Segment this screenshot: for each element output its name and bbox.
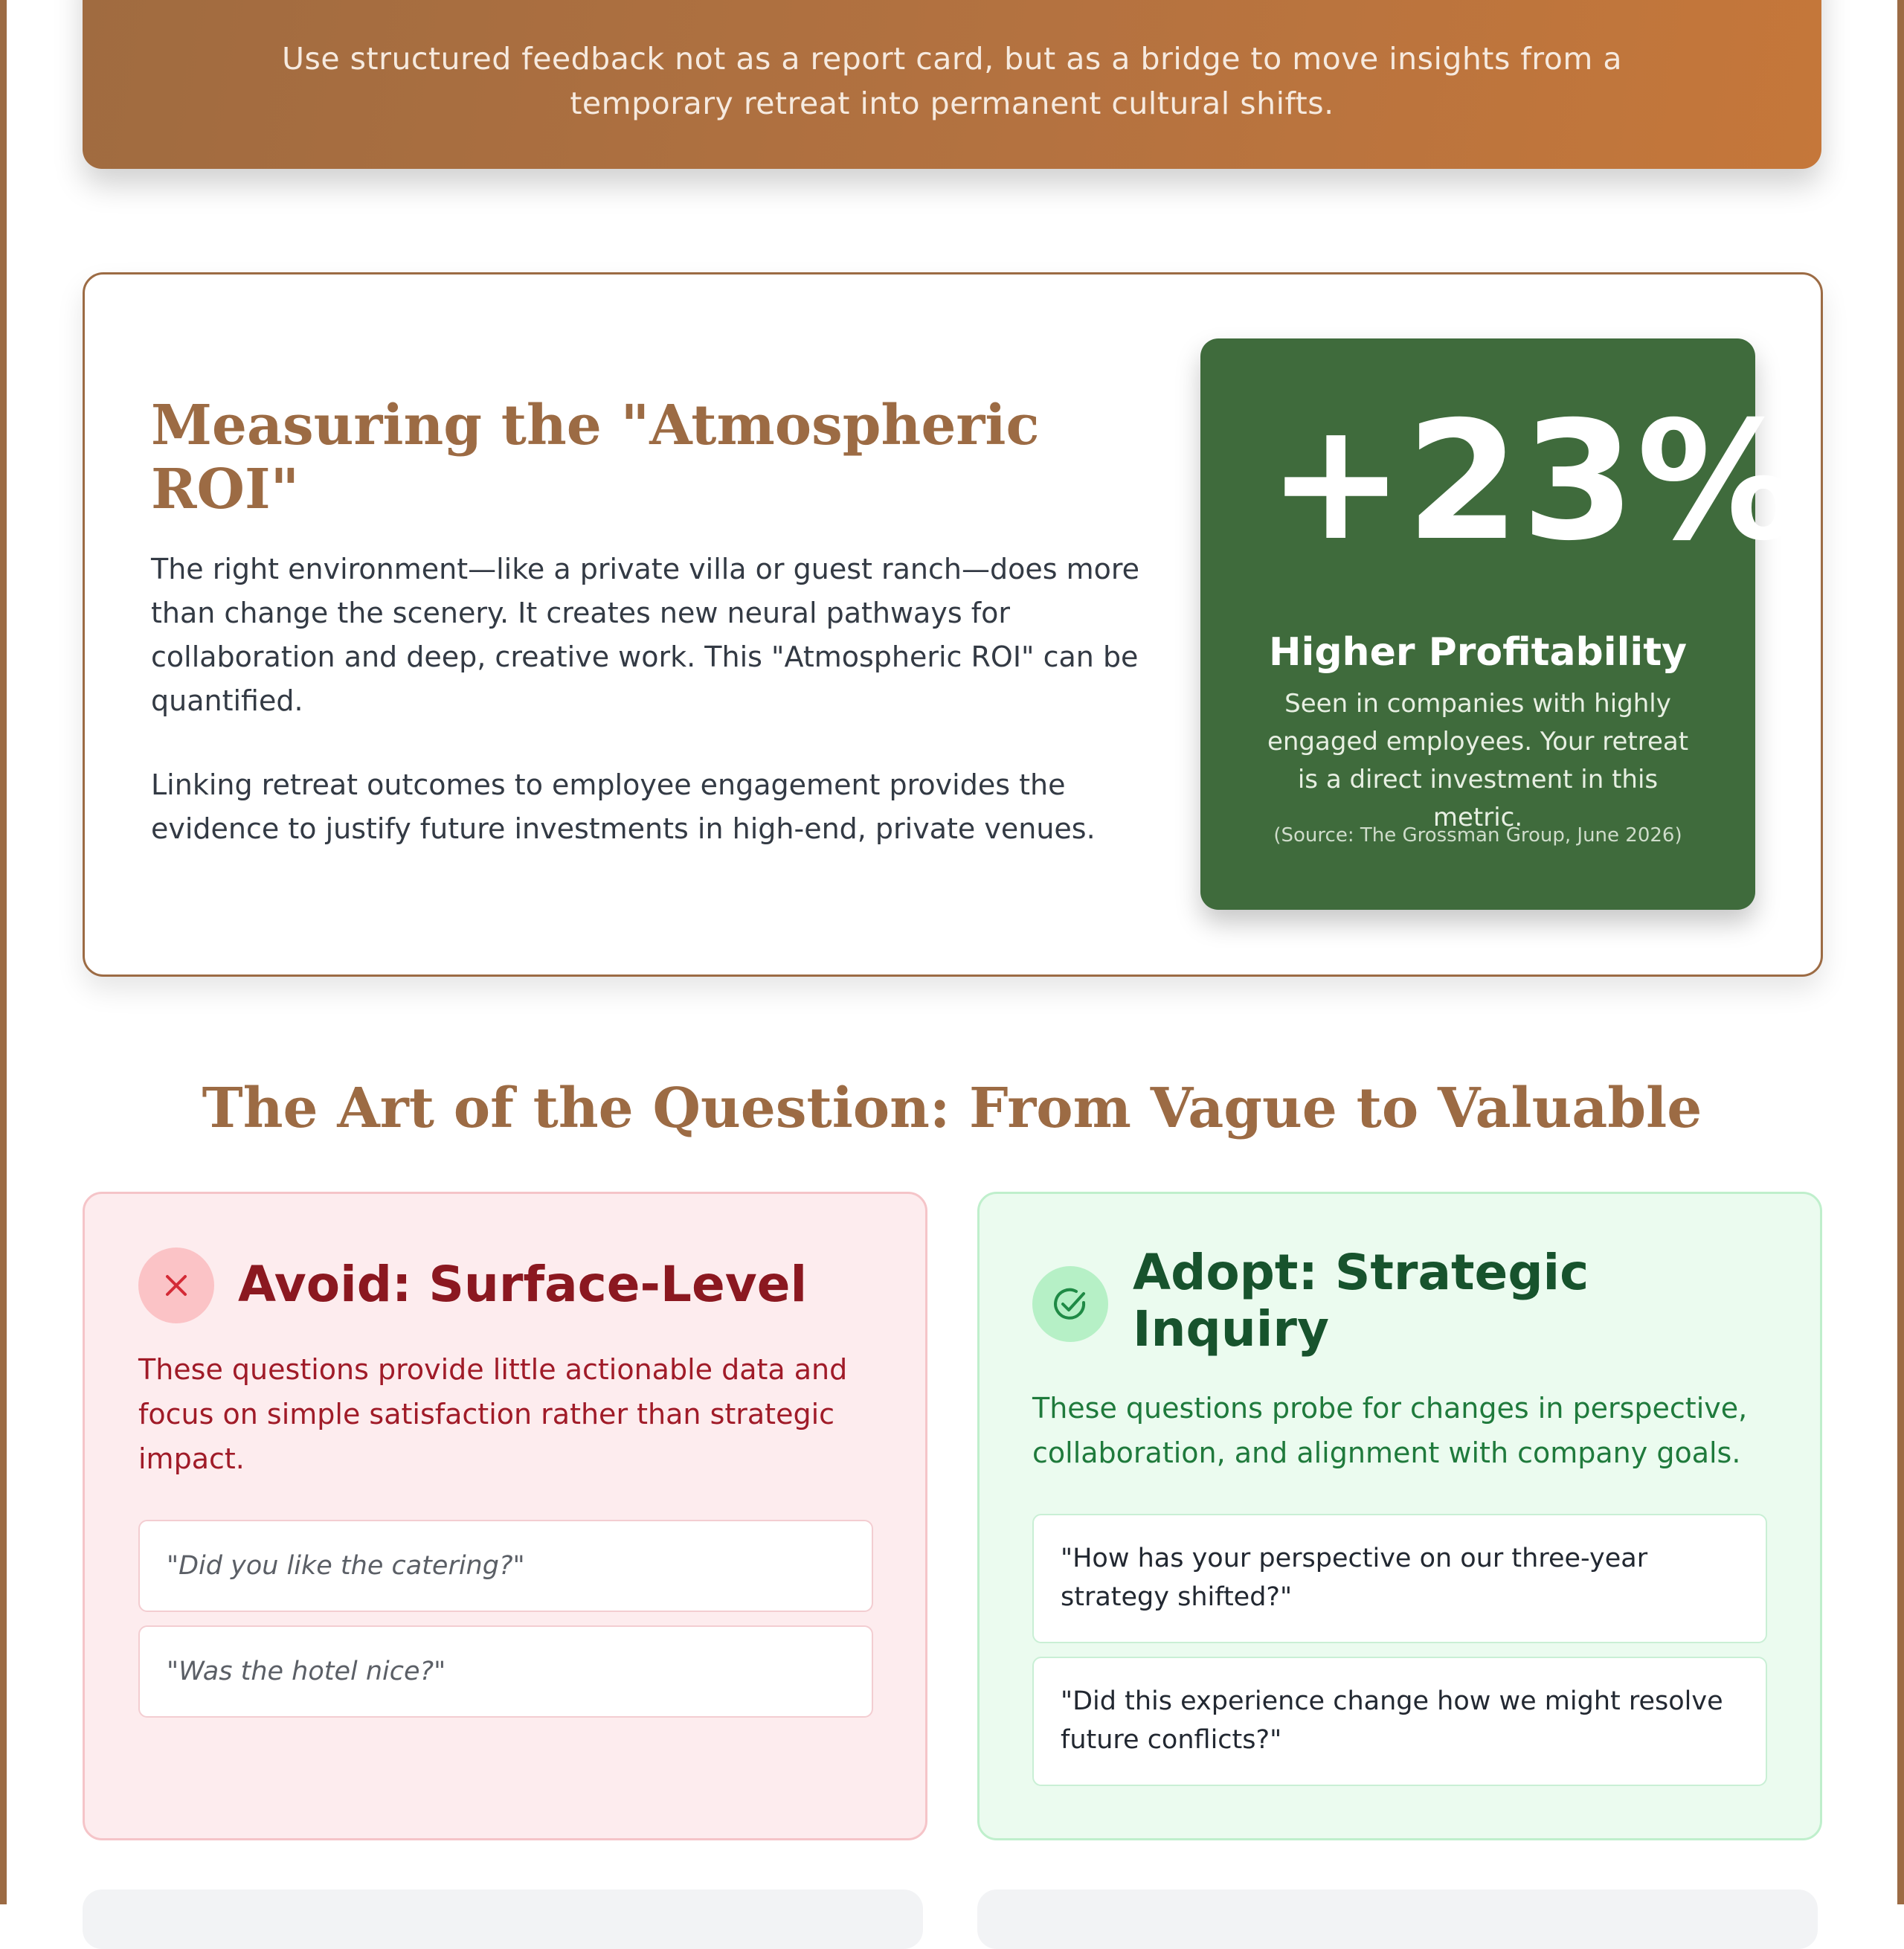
avoid-card [83, 1192, 927, 1840]
atmospheric-roi-card [83, 272, 1823, 977]
next-card-left [83, 1889, 923, 1949]
adopt-card [977, 1192, 1822, 1840]
stat-value: +23% [1267, 386, 1802, 577]
avoid-question-list [138, 1520, 873, 1731]
roi-paragraph-1: The right environment—like a private villa or guest ranch—does more than change the scenery. It creates new neural pathways for collaboration and deep, creative work. This "Atmospheric ROI" can be quantified. [151, 553, 1140, 717]
page-frame-left [0, 0, 7, 1904]
avoid-title: Avoid: Surface-Level [238, 1256, 808, 1313]
hero-banner [83, 0, 1821, 169]
stat-label: Higher Profitability [1268, 630, 1688, 675]
adopt-description: These questions probe for changes in perspective, collaboration, and alignment with company goals. [1032, 1392, 1748, 1469]
roi-title: Measuring the "Atmospheric ROI" [151, 394, 1040, 521]
check-circle-icon [1032, 1266, 1108, 1342]
page-frame-right [1897, 0, 1904, 1904]
avoid-question: "Was the hotel nice?" [138, 1625, 873, 1718]
next-card-right [977, 1889, 1818, 1949]
hero-text: Use structured feedback not as a report card, but as a bridge to move insights from a temporary retreat into permanent cultural shifts. [282, 41, 1622, 121]
stat-source: (Source: The Grossman Group, June 2026) [1273, 824, 1682, 847]
stat-description-line: metric. [1432, 803, 1523, 832]
section-title: The Art of the Question: From Vague to Valuable [202, 1076, 1702, 1140]
profitability-stat-card [1200, 338, 1802, 910]
roi-paragraph-2: Linking retreat outcomes to employee engagement provides the evidence to justify future investments in high-end, private venues. [151, 768, 1096, 845]
stat-description [1260, 645, 1696, 837]
avoid-description: These questions provide little actionable data and focus on simple satisfaction rather than strategic impact. [138, 1353, 848, 1475]
x-icon [138, 1248, 214, 1323]
adopt-question: "Did this experience change how we might resolve future conflicts?" [1032, 1657, 1767, 1786]
stat-description-line: Seen in companies with highly [1284, 689, 1671, 719]
adopt-question: "How has your perspective on our three-year strategy shifted?" [1032, 1514, 1767, 1643]
stat-description-line: is a direct investment in this [1297, 765, 1659, 794]
stat-description-line: engaged employees. Your retreat [1267, 727, 1689, 757]
adopt-question-list [1032, 1514, 1767, 1799]
adopt-title: Adopt: Strategic Inquiry [1133, 1244, 1589, 1358]
avoid-question: "Did you like the catering?" [138, 1520, 873, 1612]
